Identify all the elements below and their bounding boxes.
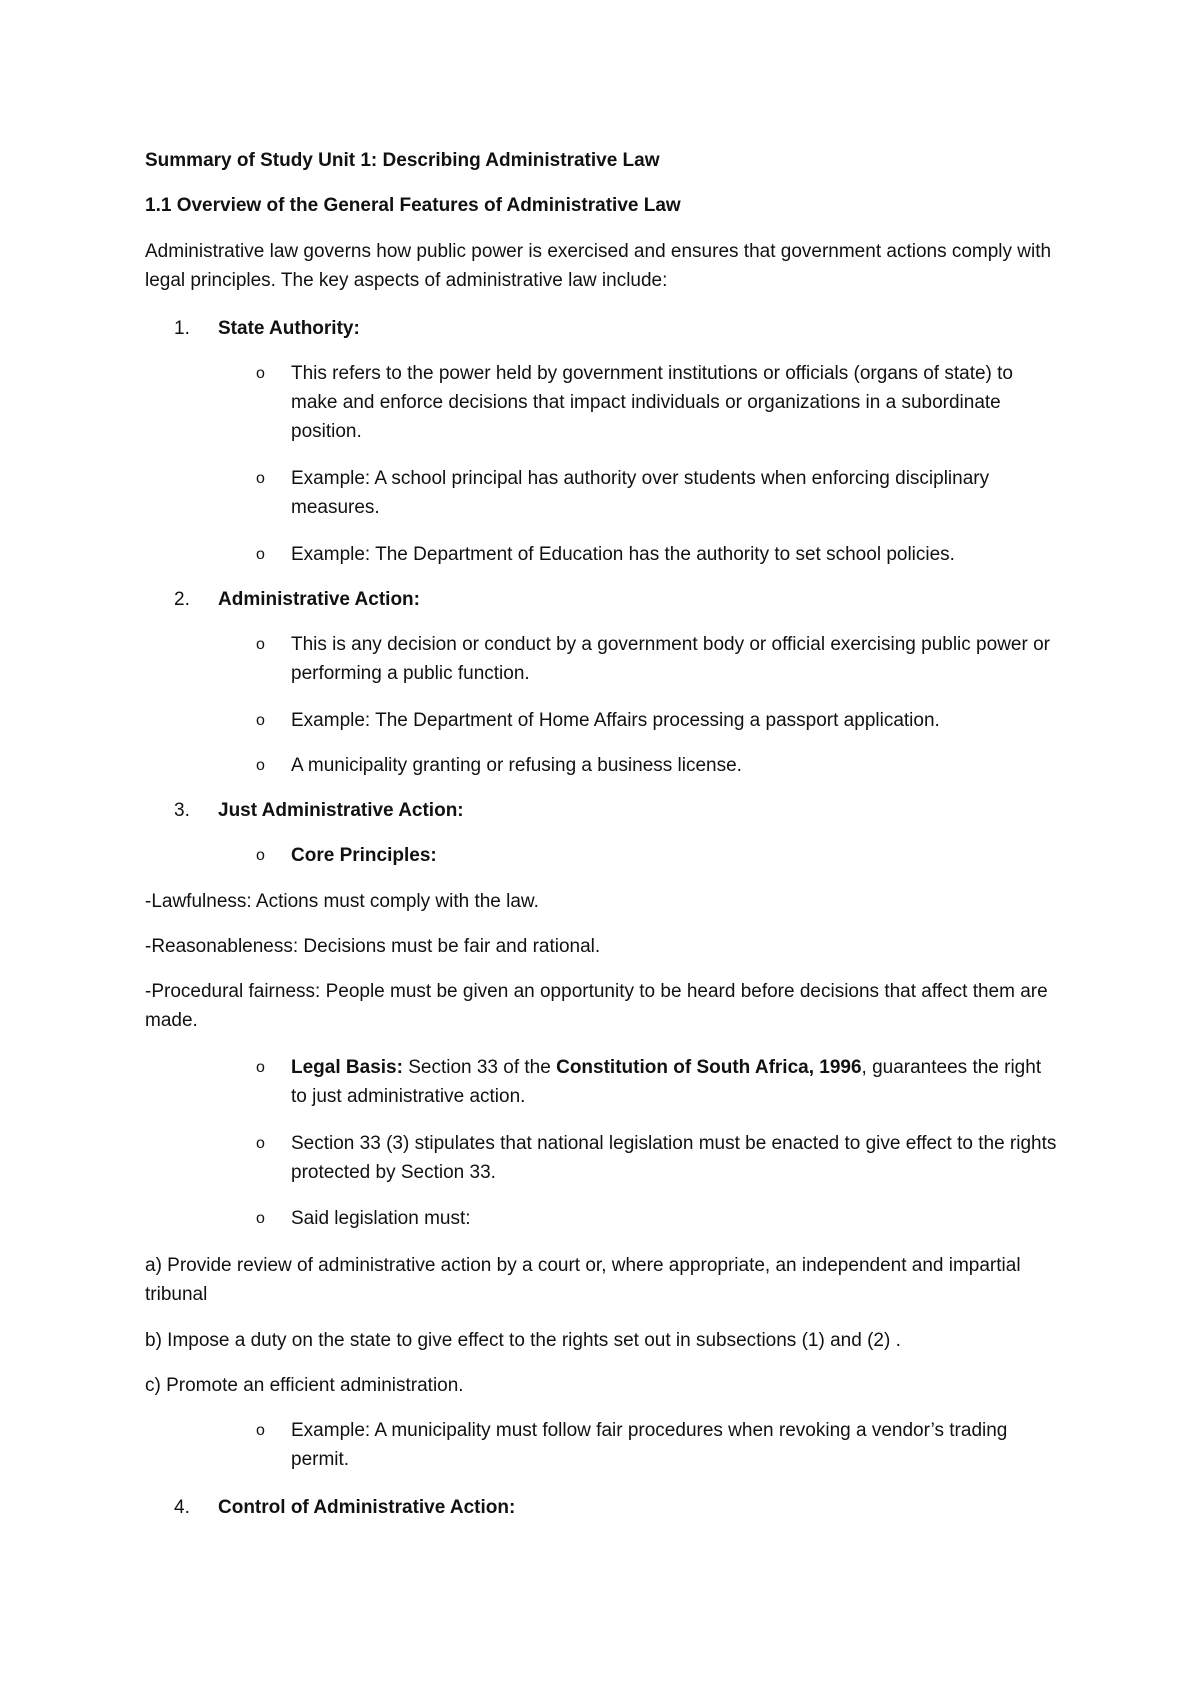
legal-basis-label: Legal Basis: [291, 1057, 403, 1078]
bullet-text: This refers to the power held by government institutions or officials (organs of state) to make and enforce decisions that impact individuals or organizations in a subordinate position. [291, 363, 1013, 442]
legislation-point-b: b) Impose a duty on the state to give effect to the rights set out in subsections (1) and (2) . [145, 1330, 901, 1351]
section-heading: 1.1 Overview of the General Features of Administrative Law [145, 195, 681, 216]
document-title: Summary of Study Unit 1: Describing Administrative Law [145, 150, 660, 171]
list-item-title-control-of-administrative-action: Control of Administrative Action: [218, 1497, 516, 1518]
list-number-1: 1. [174, 318, 190, 339]
constitution-name: Constitution of South Africa, 1996 [556, 1057, 862, 1078]
core-principles-label: Core Principles: [291, 845, 437, 866]
list-item-title-state-authority: State Authority: [218, 318, 360, 339]
legal-basis-paragraph [291, 1053, 1061, 1111]
bullet-text: Example: A school principal has authority over students when enforcing disciplinary measures. [291, 468, 990, 518]
bullet-icon: o [256, 1210, 265, 1227]
bullet-icon: o [256, 1135, 265, 1152]
list-item-title-just-administrative-action: Just Administrative Action: [218, 800, 464, 821]
legal-basis-text-after: , guarantees the right to just administrative action. [291, 1057, 1042, 1107]
bullet-text: This is any decision or conduct by a government body or official exercising public power or performing a public function. [291, 634, 1050, 684]
bullet-text: Said legislation must: [291, 1208, 471, 1229]
legislation-point-a: a) Provide review of administrative action by a court or, where appropriate, an independent and impartial tribunal [145, 1255, 1021, 1305]
list-item-title-administrative-action: Administrative Action: [218, 589, 420, 610]
bullet-icon: o [256, 757, 265, 774]
bullet-text: Section 33 (3) stipulates that national legislation must be enacted to give effect to the rights protected by Section 33. [291, 1133, 1057, 1183]
bullet-icon: o [256, 636, 265, 653]
bullet-icon: o [256, 1059, 265, 1076]
bullet-icon: o [256, 546, 265, 563]
list-number-3: 3. [174, 800, 190, 821]
legal-basis-text-before: Section 33 of the [402, 1057, 557, 1078]
bullet-icon: o [256, 470, 265, 487]
intro-paragraph: Administrative law governs how public power is exercised and ensures that government actions comply with legal principles. The key aspects of administrative law include: [145, 241, 1052, 291]
principle-reasonableness: -Reasonableness: Decisions must be fair and rational. [145, 936, 601, 957]
principle-lawfulness: -Lawfulness: Actions must comply with the law. [145, 891, 539, 912]
bullet-icon: o [256, 712, 265, 729]
bullet-text: Example: The Department of Home Affairs processing a passport application. [291, 710, 940, 731]
legislation-point-c: c) Promote an efficient administration. [145, 1375, 464, 1396]
bullet-icon: o [256, 1422, 265, 1439]
bullet-icon: o [256, 365, 265, 382]
bullet-text: Example: A municipality must follow fair procedures when revoking a vendor’s trading permit. [291, 1420, 1008, 1470]
bullet-icon: o [256, 847, 265, 864]
principle-procedural-fairness: -Procedural fairness: People must be given an opportunity to be heard before decisions that affect them are made. [145, 981, 1048, 1031]
list-number-2: 2. [174, 589, 190, 610]
list-number-4: 4. [174, 1497, 190, 1518]
bullet-text: Example: The Department of Education has the authority to set school policies. [291, 544, 955, 565]
bullet-text: A municipality granting or refusing a business license. [291, 755, 742, 776]
